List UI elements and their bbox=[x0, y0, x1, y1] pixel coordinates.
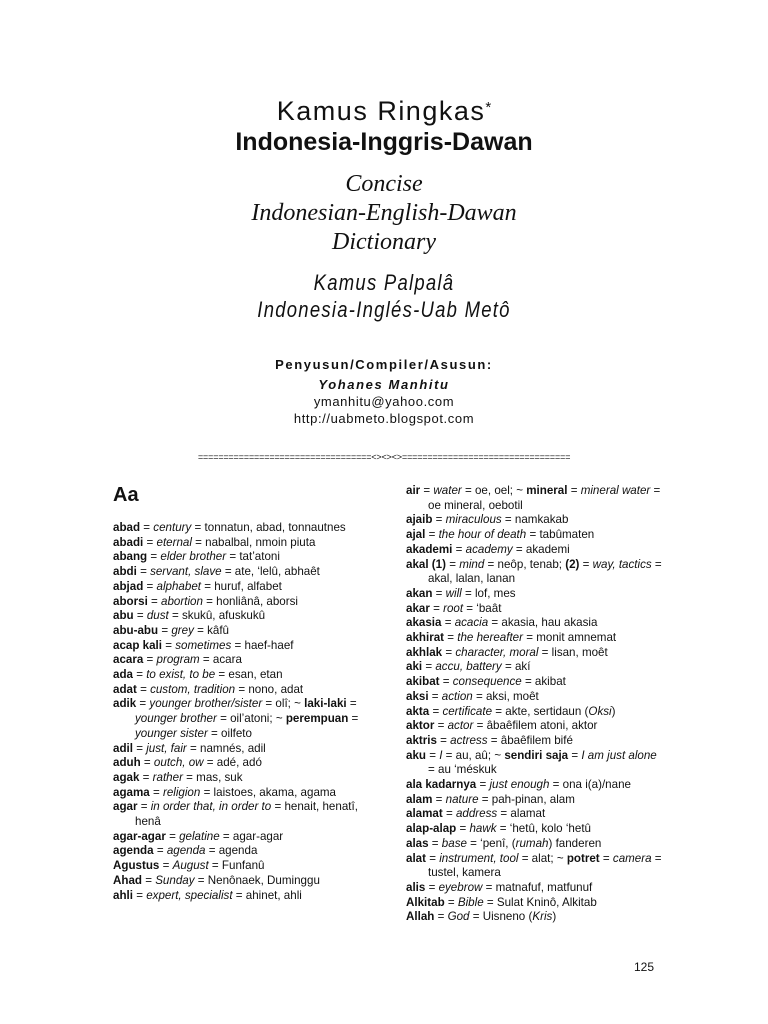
entry-gloss: Oksi bbox=[588, 704, 612, 718]
dictionary-entry bbox=[406, 837, 666, 852]
dictionary-entry bbox=[113, 697, 363, 741]
entry-text: = oe mineral, oebotil bbox=[428, 484, 661, 512]
entry-headword: ajal bbox=[406, 528, 426, 542]
dictionary-entry bbox=[406, 646, 666, 661]
entry-text: = pah-pinan, alam bbox=[478, 792, 575, 806]
entries-column-right bbox=[406, 484, 666, 925]
entry-text: = bbox=[420, 484, 434, 497]
dictionary-entry bbox=[113, 683, 363, 698]
entry-gloss: sometimes bbox=[175, 638, 232, 652]
title-english-line: Concise bbox=[345, 171, 423, 197]
dictionary-entry bbox=[406, 484, 666, 513]
entry-text: = adé, adó bbox=[203, 756, 262, 770]
entry-headword: abu-abu bbox=[113, 623, 159, 637]
entry-gloss: camera bbox=[612, 851, 652, 865]
dictionary-entry bbox=[406, 807, 666, 822]
entry-text: = bbox=[445, 557, 460, 571]
entry-headword: aktor bbox=[406, 719, 435, 733]
entry-text: = monit amnemat bbox=[523, 631, 617, 645]
entry-text: = bbox=[162, 638, 176, 652]
entry-text: = tonnatun, abad, tonnautnes bbox=[191, 521, 346, 534]
entry-text: = akibat bbox=[521, 675, 566, 689]
entry-gloss: actor bbox=[447, 719, 474, 733]
dictionary-entry bbox=[406, 793, 666, 808]
entry-text: = bbox=[425, 880, 439, 894]
entry-headword: agak bbox=[113, 770, 140, 784]
entry-text: = bbox=[429, 601, 444, 615]
entry-headword: Allah bbox=[406, 910, 435, 924]
entry-text: = bbox=[422, 660, 436, 674]
entry-headword: agar-agar bbox=[113, 829, 166, 843]
entry-headword: akta bbox=[406, 704, 430, 718]
dictionary-entry bbox=[406, 719, 666, 734]
entry-gloss: action bbox=[441, 689, 473, 703]
entry-gloss: the hereafter bbox=[457, 631, 523, 645]
entry-text: = bbox=[434, 910, 448, 924]
compiler-label: Penyusun/Compiler/Asusun: bbox=[275, 357, 493, 372]
entry-headword: aku bbox=[406, 748, 426, 762]
section-divider: ==================================<><><>================================= bbox=[197, 453, 571, 463]
entry-headword: acap kali bbox=[113, 638, 162, 652]
entry-text: = oe, oel; ~ bbox=[461, 484, 527, 497]
entry-headword: ahli bbox=[113, 888, 133, 902]
dictionary-entry bbox=[406, 749, 666, 778]
entry-text: ) bbox=[611, 704, 616, 718]
entry-gloss: younger brother bbox=[135, 712, 217, 726]
entry-text: = bbox=[432, 792, 446, 806]
dictionary-entry bbox=[113, 639, 363, 654]
entry-headword: abu bbox=[113, 609, 134, 623]
dictionary-entry bbox=[406, 675, 666, 690]
dictionary-entry bbox=[113, 742, 363, 757]
entry-headword: agar bbox=[113, 800, 138, 814]
title-english bbox=[0, 170, 768, 257]
entry-headword: acara bbox=[113, 653, 144, 667]
entry-text: = bbox=[141, 873, 156, 887]
entry-headword: alam bbox=[406, 792, 433, 806]
entry-headword: ala kadarnya bbox=[406, 778, 477, 792]
entry-headword: aktris bbox=[406, 733, 437, 747]
dictionary-entry bbox=[113, 653, 363, 668]
dictionary-entry bbox=[113, 786, 363, 801]
entry-gloss: I bbox=[439, 748, 443, 762]
entry-text: = bbox=[429, 704, 443, 718]
entry-text: = Funfanû bbox=[208, 859, 265, 873]
entry-gloss: miraculous bbox=[445, 513, 502, 527]
entry-headword: abad bbox=[113, 521, 141, 534]
entry-headword: adil bbox=[113, 741, 133, 755]
entry-headword: adat bbox=[113, 682, 137, 696]
entry-gloss: century bbox=[153, 521, 192, 534]
entry-text: = acara bbox=[199, 653, 242, 667]
dictionary-entry bbox=[406, 896, 666, 911]
entry-text: = akademi bbox=[512, 542, 570, 556]
entry-gloss: actress bbox=[450, 733, 488, 747]
entry-gloss: younger sister bbox=[135, 726, 208, 740]
entry-text: = bbox=[348, 712, 359, 726]
dictionary-entry bbox=[406, 602, 666, 617]
entry-text: = bbox=[139, 770, 153, 784]
entry-text: = skukû, afuskukû bbox=[168, 609, 266, 623]
entry-gloss: water bbox=[433, 484, 462, 497]
entry-text: = bbox=[444, 895, 458, 909]
entry-text: = au ‘méskuk bbox=[428, 763, 497, 777]
entry-headword: akal (1) bbox=[406, 557, 446, 571]
dictionary-entry bbox=[406, 587, 666, 602]
dictionary-entry bbox=[406, 881, 666, 896]
entry-text: = kâfû bbox=[193, 623, 230, 637]
entry-gloss: consequence bbox=[452, 675, 522, 689]
entry-gloss: hawk bbox=[469, 822, 497, 836]
dictionary-entry bbox=[113, 800, 363, 829]
dictionary-entry bbox=[406, 778, 666, 793]
entry-gloss: rather bbox=[152, 770, 183, 784]
entry-text: = ahinet, ahli bbox=[232, 888, 302, 902]
entry-text: = ‘baât bbox=[463, 601, 502, 615]
entry-gloss: expert, specialist bbox=[146, 888, 233, 902]
dictionary-entry bbox=[406, 660, 666, 675]
entry-gloss: program bbox=[156, 653, 200, 667]
entry-gloss: base bbox=[441, 836, 467, 850]
entry-headword: Ahad bbox=[113, 873, 142, 887]
author-name: Yohanes Manhitu bbox=[318, 377, 450, 392]
dictionary-entry bbox=[406, 513, 666, 528]
entry-gloss: gelatine bbox=[179, 829, 220, 843]
entry-gloss: character, moral bbox=[455, 645, 539, 659]
entry-gloss: custom, tradition bbox=[150, 682, 236, 696]
entry-gloss: in order that, in order to bbox=[150, 800, 272, 814]
entry-gloss: agenda bbox=[166, 844, 206, 858]
entry-text: = bbox=[165, 829, 180, 843]
entry-headword: laki-laki bbox=[304, 697, 347, 711]
entry-text: = bbox=[428, 689, 442, 703]
credits-block bbox=[0, 356, 768, 427]
entry-text: = neôp, tenab; bbox=[484, 557, 566, 571]
dictionary-entry bbox=[406, 690, 666, 705]
entry-text: = bbox=[456, 822, 470, 836]
entry-gloss: alphabet bbox=[156, 579, 201, 593]
entry-text: = alat; ~ bbox=[518, 851, 567, 865]
entry-headword: alis bbox=[406, 880, 426, 894]
entry-text: = ate, ‘lelû, abhaêt bbox=[221, 565, 320, 579]
entry-text: = matnafuf, matfunuf bbox=[482, 880, 593, 894]
entry-text: = agenda bbox=[205, 844, 258, 858]
entry-text: ) bbox=[552, 910, 557, 924]
entry-text: = bbox=[153, 844, 167, 858]
entry-text: = lof, mes bbox=[461, 586, 516, 600]
entry-headword: potret bbox=[566, 851, 600, 865]
title-language-pair: Indonesia-Inggris-Dawan bbox=[235, 128, 533, 156]
entry-gloss: accu, battery bbox=[435, 660, 502, 674]
dictionary-entry bbox=[113, 521, 363, 536]
entry-text: = bbox=[137, 800, 151, 814]
entry-text: = oil’atoni; ~ bbox=[216, 712, 286, 726]
entry-text: = bbox=[428, 836, 442, 850]
entry-gloss: rumah bbox=[515, 836, 549, 850]
entry-text: = bbox=[452, 542, 466, 556]
entry-text: = bbox=[442, 645, 456, 659]
entry-text: = alamat bbox=[497, 807, 546, 821]
entry-gloss: academy bbox=[465, 542, 513, 556]
entry-gloss: mineral water bbox=[580, 484, 651, 497]
entry-text: = bbox=[158, 623, 172, 637]
dictionary-entry bbox=[113, 550, 363, 565]
dictionary-entry bbox=[406, 705, 666, 720]
entry-gloss: nature bbox=[445, 792, 479, 806]
entry-gloss: religion bbox=[162, 785, 201, 799]
entry-gloss: way, tactics bbox=[592, 557, 652, 571]
entry-headword: ada bbox=[113, 668, 133, 682]
entry-text: = tabûmaten bbox=[526, 528, 595, 542]
entry-text: = bbox=[136, 565, 151, 579]
entry-gloss: God bbox=[447, 910, 470, 924]
entry-text: ) fanderen bbox=[548, 836, 602, 850]
entry-text: = Nenônaek, Duminggu bbox=[194, 873, 320, 887]
entry-text: = bbox=[579, 557, 593, 571]
entry-headword: akhirat bbox=[406, 631, 445, 645]
entry-text: = oilfeto bbox=[207, 726, 252, 740]
entry-gloss: root bbox=[443, 601, 464, 615]
entry-headword: aborsi bbox=[113, 594, 148, 608]
entry-gloss: just enough bbox=[489, 778, 550, 792]
entry-headword: aksi bbox=[406, 689, 429, 703]
entry-text: = akte, sertidaun ( bbox=[492, 704, 589, 718]
dictionary-entry bbox=[406, 528, 666, 543]
entry-gloss: August bbox=[172, 859, 209, 873]
entry-gloss: instrument, tool bbox=[439, 851, 519, 865]
entry-gloss: eternal bbox=[156, 535, 192, 549]
entry-gloss: the hour of death bbox=[438, 528, 527, 542]
title-kamus-ringkas: Kamus Ringkas* bbox=[276, 96, 492, 126]
dictionary-entry bbox=[406, 734, 666, 749]
entry-text: = henait, henatî, henâ bbox=[135, 800, 358, 829]
entry-text: = lisan, moêt bbox=[538, 645, 608, 659]
entry-headword: alap-alap bbox=[406, 822, 457, 836]
entry-headword: mineral bbox=[526, 484, 568, 497]
title-block bbox=[0, 92, 768, 323]
entry-gloss: Kris bbox=[532, 910, 553, 924]
entry-headword: Alkitab bbox=[406, 895, 445, 909]
entry-headword: akasia bbox=[406, 616, 442, 630]
title-dawan-line: Kamus Palpalâ bbox=[313, 270, 455, 295]
author-email: ymanhitu@yahoo.com bbox=[313, 394, 455, 409]
entry-gloss: I am just alone bbox=[581, 748, 657, 762]
entry-text: = tat’atoni bbox=[226, 550, 280, 564]
dictionary-entry bbox=[406, 910, 666, 925]
entry-gloss: grey bbox=[171, 623, 194, 637]
dictionary-entry bbox=[406, 543, 666, 558]
dictionary-entry bbox=[113, 609, 363, 624]
entry-text: = esan, etan bbox=[215, 668, 283, 682]
dictionary-entry bbox=[406, 616, 666, 631]
entry-text: = ona i(a)/nane bbox=[549, 778, 631, 792]
entry-headword: alamat bbox=[406, 807, 443, 821]
entry-text: = bbox=[444, 631, 458, 645]
entry-gloss: abortion bbox=[161, 594, 203, 608]
entry-text: = mas, suk bbox=[182, 770, 243, 784]
entry-text: = olî; ~ bbox=[262, 697, 305, 711]
entry-text: = huruf, alfabet bbox=[200, 579, 282, 593]
entry-text: = au, aû; ~ bbox=[442, 748, 505, 762]
entry-text: = bbox=[132, 741, 147, 755]
entry-gloss: elder brother bbox=[160, 550, 227, 564]
entry-headword: akademi bbox=[406, 542, 453, 556]
dictionary-entry bbox=[113, 859, 363, 874]
entry-text: = bbox=[140, 521, 154, 534]
entry-gloss: Bible bbox=[457, 895, 484, 909]
entry-text: = ‘hetû, kolo ‘hetû bbox=[496, 822, 591, 836]
entry-gloss: eyebrow bbox=[438, 880, 483, 894]
entry-headword: alat bbox=[406, 851, 426, 865]
dictionary-entry bbox=[113, 668, 363, 683]
entry-text: = tustel, kamera bbox=[428, 851, 662, 880]
entry-headword: aki bbox=[406, 660, 423, 674]
entry-text: = bbox=[432, 586, 446, 600]
entry-text: = âbaêfilem bifé bbox=[487, 733, 573, 747]
author-blog-url: http://uabmeto.blogspot.com bbox=[293, 411, 475, 426]
entry-text: = bbox=[143, 535, 157, 549]
entry-text: = bbox=[425, 748, 440, 762]
entry-headword: abjad bbox=[113, 579, 144, 593]
entry-gloss: address bbox=[455, 807, 498, 821]
page-number: 125 bbox=[633, 960, 654, 974]
section-heading: Aa bbox=[113, 484, 139, 506]
entry-text: = bbox=[147, 594, 162, 608]
entry-gloss: Sunday bbox=[155, 873, 195, 887]
dictionary-entry bbox=[406, 631, 666, 646]
entry-text: = ‘penî, ( bbox=[466, 836, 516, 850]
entry-text: = nabalbal, nmoin piuta bbox=[191, 535, 316, 549]
entry-text: = aksi, moêt bbox=[472, 689, 539, 703]
dictionary-entry bbox=[113, 565, 363, 580]
entry-text: = bbox=[432, 513, 446, 527]
dictionary-entry bbox=[406, 558, 666, 587]
entry-gloss: younger brother/sister bbox=[149, 697, 263, 711]
entry-gloss: acacia bbox=[454, 616, 489, 630]
entry-text: = akí bbox=[501, 660, 531, 674]
entry-text: = bbox=[133, 609, 147, 623]
entry-text: = bbox=[442, 807, 456, 821]
entry-text: = âbaêfilem atoni, aktor bbox=[473, 719, 598, 733]
entry-headword: akhlak bbox=[406, 645, 443, 659]
entry-text: = nono, adat bbox=[235, 682, 304, 696]
entry-headword: abdi bbox=[113, 565, 137, 579]
dictionary-entry bbox=[113, 580, 363, 595]
dictionary-entry bbox=[406, 852, 666, 881]
entry-text: = akal, lalan, lanan bbox=[428, 557, 662, 586]
dictionary-entry bbox=[113, 830, 363, 845]
entry-gloss: to exist, to be bbox=[146, 668, 216, 682]
entry-gloss: will bbox=[445, 586, 462, 600]
entry-text: = akasia, hau akasia bbox=[488, 616, 598, 630]
entry-text: = bbox=[436, 733, 451, 747]
entry-text: = bbox=[476, 778, 490, 792]
title-dawan bbox=[61, 269, 706, 323]
entry-text: = bbox=[132, 668, 147, 682]
dictionary-entry bbox=[113, 756, 363, 771]
entry-headword: air bbox=[406, 484, 421, 497]
entry-text: = bbox=[599, 851, 613, 865]
entry-headword: akibat bbox=[406, 675, 440, 689]
entry-headword: akan bbox=[406, 586, 433, 600]
dictionary-entry bbox=[406, 822, 666, 837]
entry-text: = bbox=[434, 719, 448, 733]
entry-text: = bbox=[568, 748, 582, 762]
entry-text: = bbox=[143, 579, 157, 593]
entry-text: = haef-haef bbox=[231, 638, 294, 652]
entry-text: = bbox=[143, 653, 157, 667]
entry-gloss: servant, slave bbox=[150, 565, 222, 579]
entry-headword: alas bbox=[406, 836, 429, 850]
title-dawan-line: Indonesia-Inglés-Uab Metô bbox=[257, 297, 511, 322]
entry-text: = bbox=[159, 859, 173, 873]
entry-headword: Agustus bbox=[113, 859, 160, 873]
entry-text: = bbox=[425, 528, 439, 542]
entry-text: = bbox=[147, 550, 161, 564]
dictionary-entry bbox=[113, 874, 363, 889]
entry-headword: adik bbox=[113, 697, 137, 711]
dictionary-entry bbox=[113, 595, 363, 610]
entry-headword: ajaib bbox=[406, 513, 433, 527]
entry-text: = agar-agar bbox=[219, 829, 284, 843]
entry-gloss: just, fair bbox=[146, 741, 187, 755]
entry-text: = laistoes, akama, agama bbox=[200, 785, 336, 799]
entry-text: = Uisneno ( bbox=[469, 910, 533, 924]
dictionary-entry bbox=[113, 844, 363, 859]
entry-headword: agenda bbox=[113, 844, 154, 858]
entry-text: = namnés, adil bbox=[186, 741, 266, 755]
entry-headword: akar bbox=[406, 601, 430, 615]
entry-gloss: outch, ow bbox=[153, 756, 204, 770]
entry-text: = bbox=[346, 697, 357, 711]
entry-text: = bbox=[441, 616, 455, 630]
entry-text: = bbox=[140, 756, 154, 770]
entry-headword: abang bbox=[113, 550, 148, 564]
dictionary-entry bbox=[113, 624, 363, 639]
title-english-line: Indonesian-English-Dawan bbox=[251, 200, 517, 226]
dictionary-entry bbox=[113, 536, 363, 551]
entry-text: = bbox=[136, 682, 151, 696]
entry-gloss: mind bbox=[459, 557, 485, 571]
entry-text: = bbox=[132, 888, 147, 902]
title-english-line: Dictionary bbox=[332, 229, 436, 255]
entry-text: = bbox=[439, 675, 453, 689]
entry-text: = bbox=[149, 785, 163, 799]
entry-text: = bbox=[425, 851, 440, 865]
entry-headword: aduh bbox=[113, 756, 141, 770]
entry-headword: (2) bbox=[565, 557, 580, 571]
entry-text: = bbox=[136, 697, 150, 711]
entry-headword: agama bbox=[113, 785, 150, 799]
title-asterisk: * bbox=[485, 99, 492, 116]
entry-gloss: certificate bbox=[442, 704, 493, 718]
entries-column-left bbox=[113, 521, 363, 903]
dictionary-entry bbox=[113, 889, 363, 904]
dictionary-entry bbox=[113, 771, 363, 786]
entry-text: = Sulat Kninô, Alkitab bbox=[483, 895, 597, 909]
entry-text: = bbox=[567, 484, 581, 497]
entry-text: = honliânâ, aborsi bbox=[202, 594, 298, 608]
entry-text: = namkakab bbox=[501, 513, 569, 527]
entry-headword: sendiri saja bbox=[504, 748, 569, 762]
entry-gloss: dust bbox=[146, 609, 169, 623]
entry-headword: perempuan bbox=[285, 712, 349, 726]
entry-headword: abadi bbox=[113, 535, 144, 549]
